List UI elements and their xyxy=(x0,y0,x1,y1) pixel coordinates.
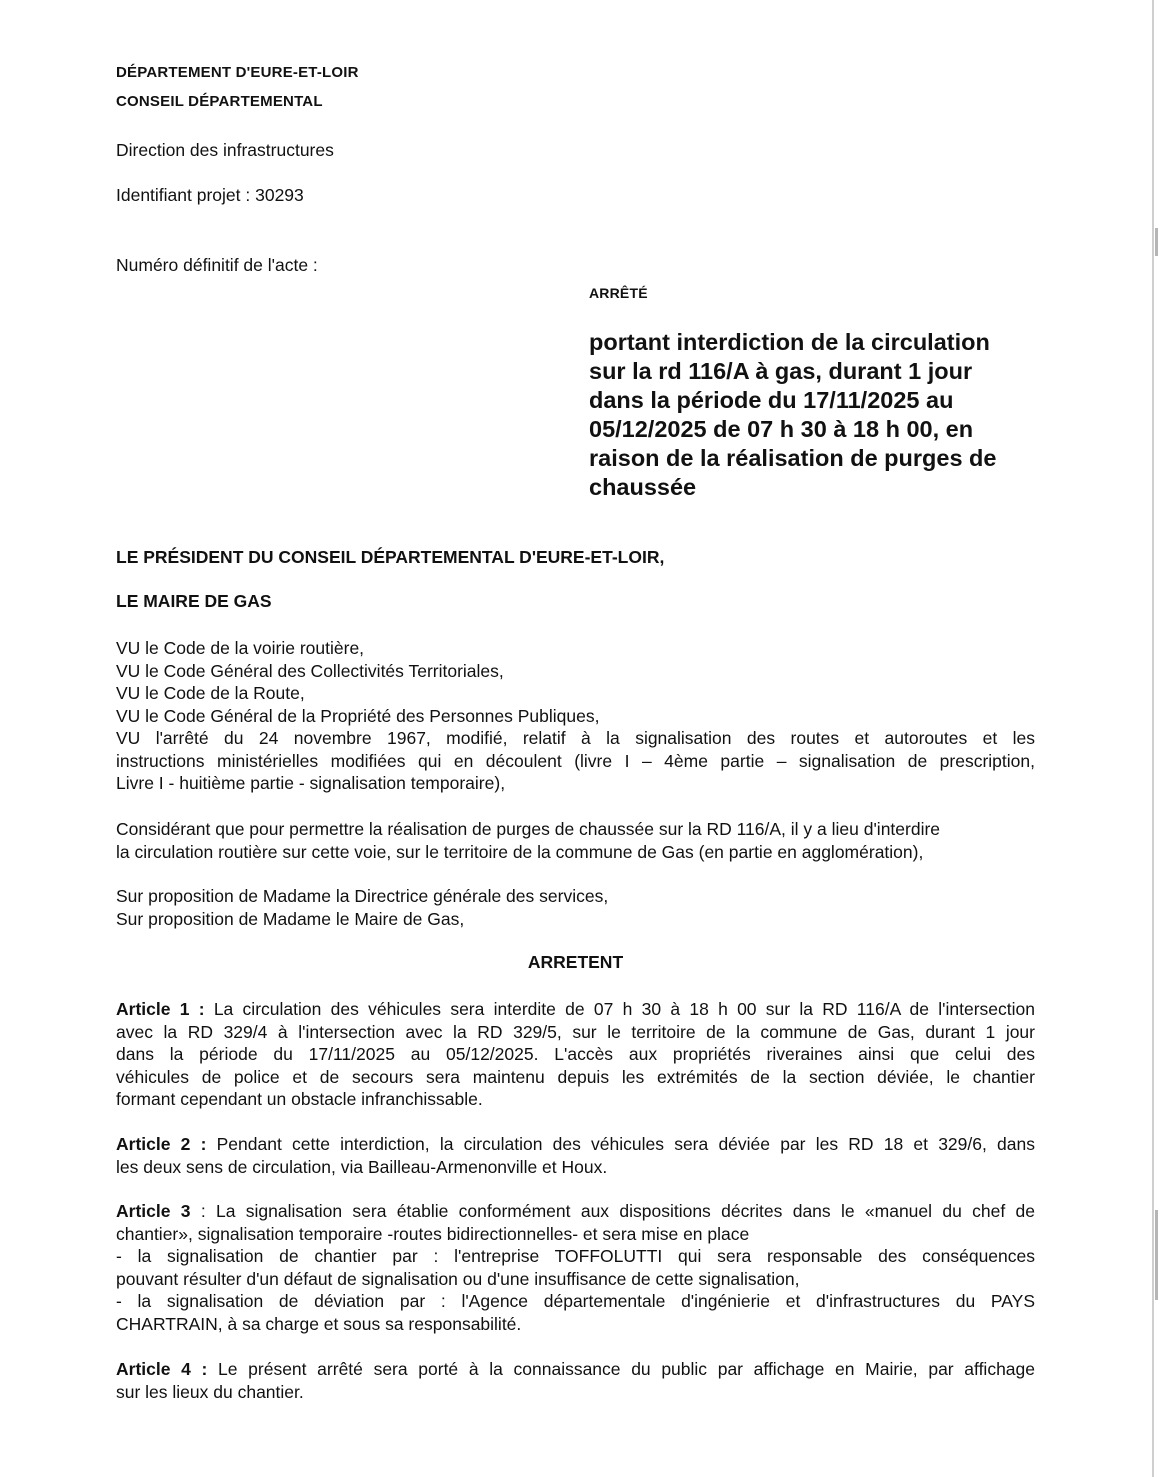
article-line: pouvant résulter d'un défaut de signalisation ou d'une insuffisance de cette signalisation, xyxy=(116,1268,800,1289)
arretent-heading: ARRETENT xyxy=(527,952,624,972)
visa-line: instructions ministérielles modifiées qui en découlent (livre I – 4ème partie – signalisation de prescription, xyxy=(116,750,1035,771)
propositions-block xyxy=(116,885,1035,930)
article-text: La circulation des véhicules sera interdite de 07 h 30 à 18 h 00 sur la RD 116/A de l'intersection xyxy=(204,999,1035,1019)
article-2 xyxy=(116,1133,1035,1178)
article-line: - la signalisation de chantier par : l'entreprise TOFFOLUTTI qui sera responsable des conséquences xyxy=(116,1246,1035,1266)
decree-title-line: raison de la réalisation de purges de xyxy=(589,445,997,471)
council-name: CONSEIL DÉPARTEMENTAL xyxy=(116,93,323,110)
article-line: chantier», signalisation temporaire -routes bidirectionnelles- et sera mise en place xyxy=(116,1223,750,1244)
direction-name: Direction des infrastructures xyxy=(116,140,334,160)
edge-mark xyxy=(1155,1210,1158,1300)
article-4 xyxy=(116,1358,1035,1403)
article-label: Article 2 : xyxy=(116,1134,207,1154)
article-label: Article 3 xyxy=(116,1201,191,1221)
article-label: Article 4 : xyxy=(116,1359,208,1379)
mayor-heading: LE MAIRE DE GAS xyxy=(116,591,272,611)
project-identifier: Identifiant projet : 30293 xyxy=(116,185,304,205)
visa-line: VU le Code Général des Collectivités Territoriales, xyxy=(116,660,504,681)
article-line xyxy=(116,998,1035,1021)
article-line: sur les lieux du chantier. xyxy=(116,1381,304,1402)
visas-block xyxy=(116,637,1035,795)
decree-title-line: dans la période du 17/11/2025 au xyxy=(589,387,954,413)
decree-title-line: portant interdiction de la circulation xyxy=(589,329,990,355)
visa-line: VU le Code de la voirie routière, xyxy=(116,638,365,658)
article-line: formant cependant un obstacle infranchissable. xyxy=(116,1089,483,1109)
department-name: DÉPARTEMENT D'EURE-ET-LOIR xyxy=(116,64,359,81)
article-line: dans la période du 17/11/2025 au 05/12/2025. L'accès aux propriétés riveraines ainsi que celui des xyxy=(116,1044,1035,1064)
article-line: avec la RD 329/4 à l'intersection avec la RD 329/5, sur le territoire de la commune de Gas, durant 1 jour xyxy=(116,1021,1035,1042)
proposition-line: Sur proposition de Madame la Directrice générale des services, xyxy=(116,886,609,906)
article-text: Le présent arrêté sera porté à la connaissance du public par affichage en Mairie, par affichage xyxy=(207,1359,1036,1379)
article-line xyxy=(116,1133,1035,1156)
page-edge xyxy=(1152,0,1154,1477)
article-line: CHARTRAIN, à sa charge et sous sa responsabilité. xyxy=(116,1313,522,1334)
visa-line: Livre I - huitième partie - signalisation temporaire), xyxy=(116,773,506,793)
considerant-block xyxy=(116,818,1035,863)
article-line xyxy=(116,1358,1035,1381)
president-heading: LE PRÉSIDENT DU CONSEIL DÉPARTEMENTAL D'EURE-ET-LOIR, xyxy=(116,547,665,567)
decree-title xyxy=(589,328,1039,502)
visa-line: VU l'arrêté du 24 novembre 1967, modifié, relatif à la signalisation des routes et autoroutes et les xyxy=(116,728,1035,748)
article-line xyxy=(116,1200,1035,1223)
considerant-line: Considérant que pour permettre la réalisation de purges de chaussée sur la RD 116/A, il y a lieu d'interdire xyxy=(116,819,941,839)
visa-line: VU le Code de la Route, xyxy=(116,683,305,703)
article-line: véhicules de police et de secours sera maintenu depuis les extrémités de la section déviée, le chantier xyxy=(116,1066,1035,1087)
article-1 xyxy=(116,998,1035,1111)
article-3 xyxy=(116,1200,1035,1335)
decree-label: ARRÊTÉ xyxy=(589,285,648,301)
considerant-line: la circulation routière sur cette voie, sur le territoire de la commune de Gas (en partie en agglomération), xyxy=(116,841,924,862)
article-label: Article 1 : xyxy=(116,999,205,1019)
article-line: les deux sens de circulation, via Bailleau-Armenonville et Houx. xyxy=(116,1156,608,1177)
visa-line: VU le Code Général de la Propriété des Personnes Publiques, xyxy=(116,705,600,726)
proposition-line: Sur proposition de Madame le Maire de Gas, xyxy=(116,908,465,929)
article-text: Pendant cette interdiction, la circulation des véhicules sera déviée par les RD 18 et 329/6, dans xyxy=(206,1134,1035,1154)
article-text: : La signalisation sera établie conformément aux dispositions décrites dans le «manuel du chef de xyxy=(190,1201,1035,1221)
article-line: - la signalisation de déviation par : l'Agence départementale d'ingénierie et d'infrastructures du PAYS xyxy=(116,1291,1035,1311)
decree-title-line: sur la rd 116/A à gas, durant 1 jour xyxy=(589,358,973,384)
decree-title-line: chaussée xyxy=(589,474,697,500)
act-number: Numéro définitif de l'acte : xyxy=(116,255,318,275)
decree-title-line: 05/12/2025 de 07 h 30 à 18 h 00, en xyxy=(589,416,974,442)
edge-mark xyxy=(1155,228,1158,256)
